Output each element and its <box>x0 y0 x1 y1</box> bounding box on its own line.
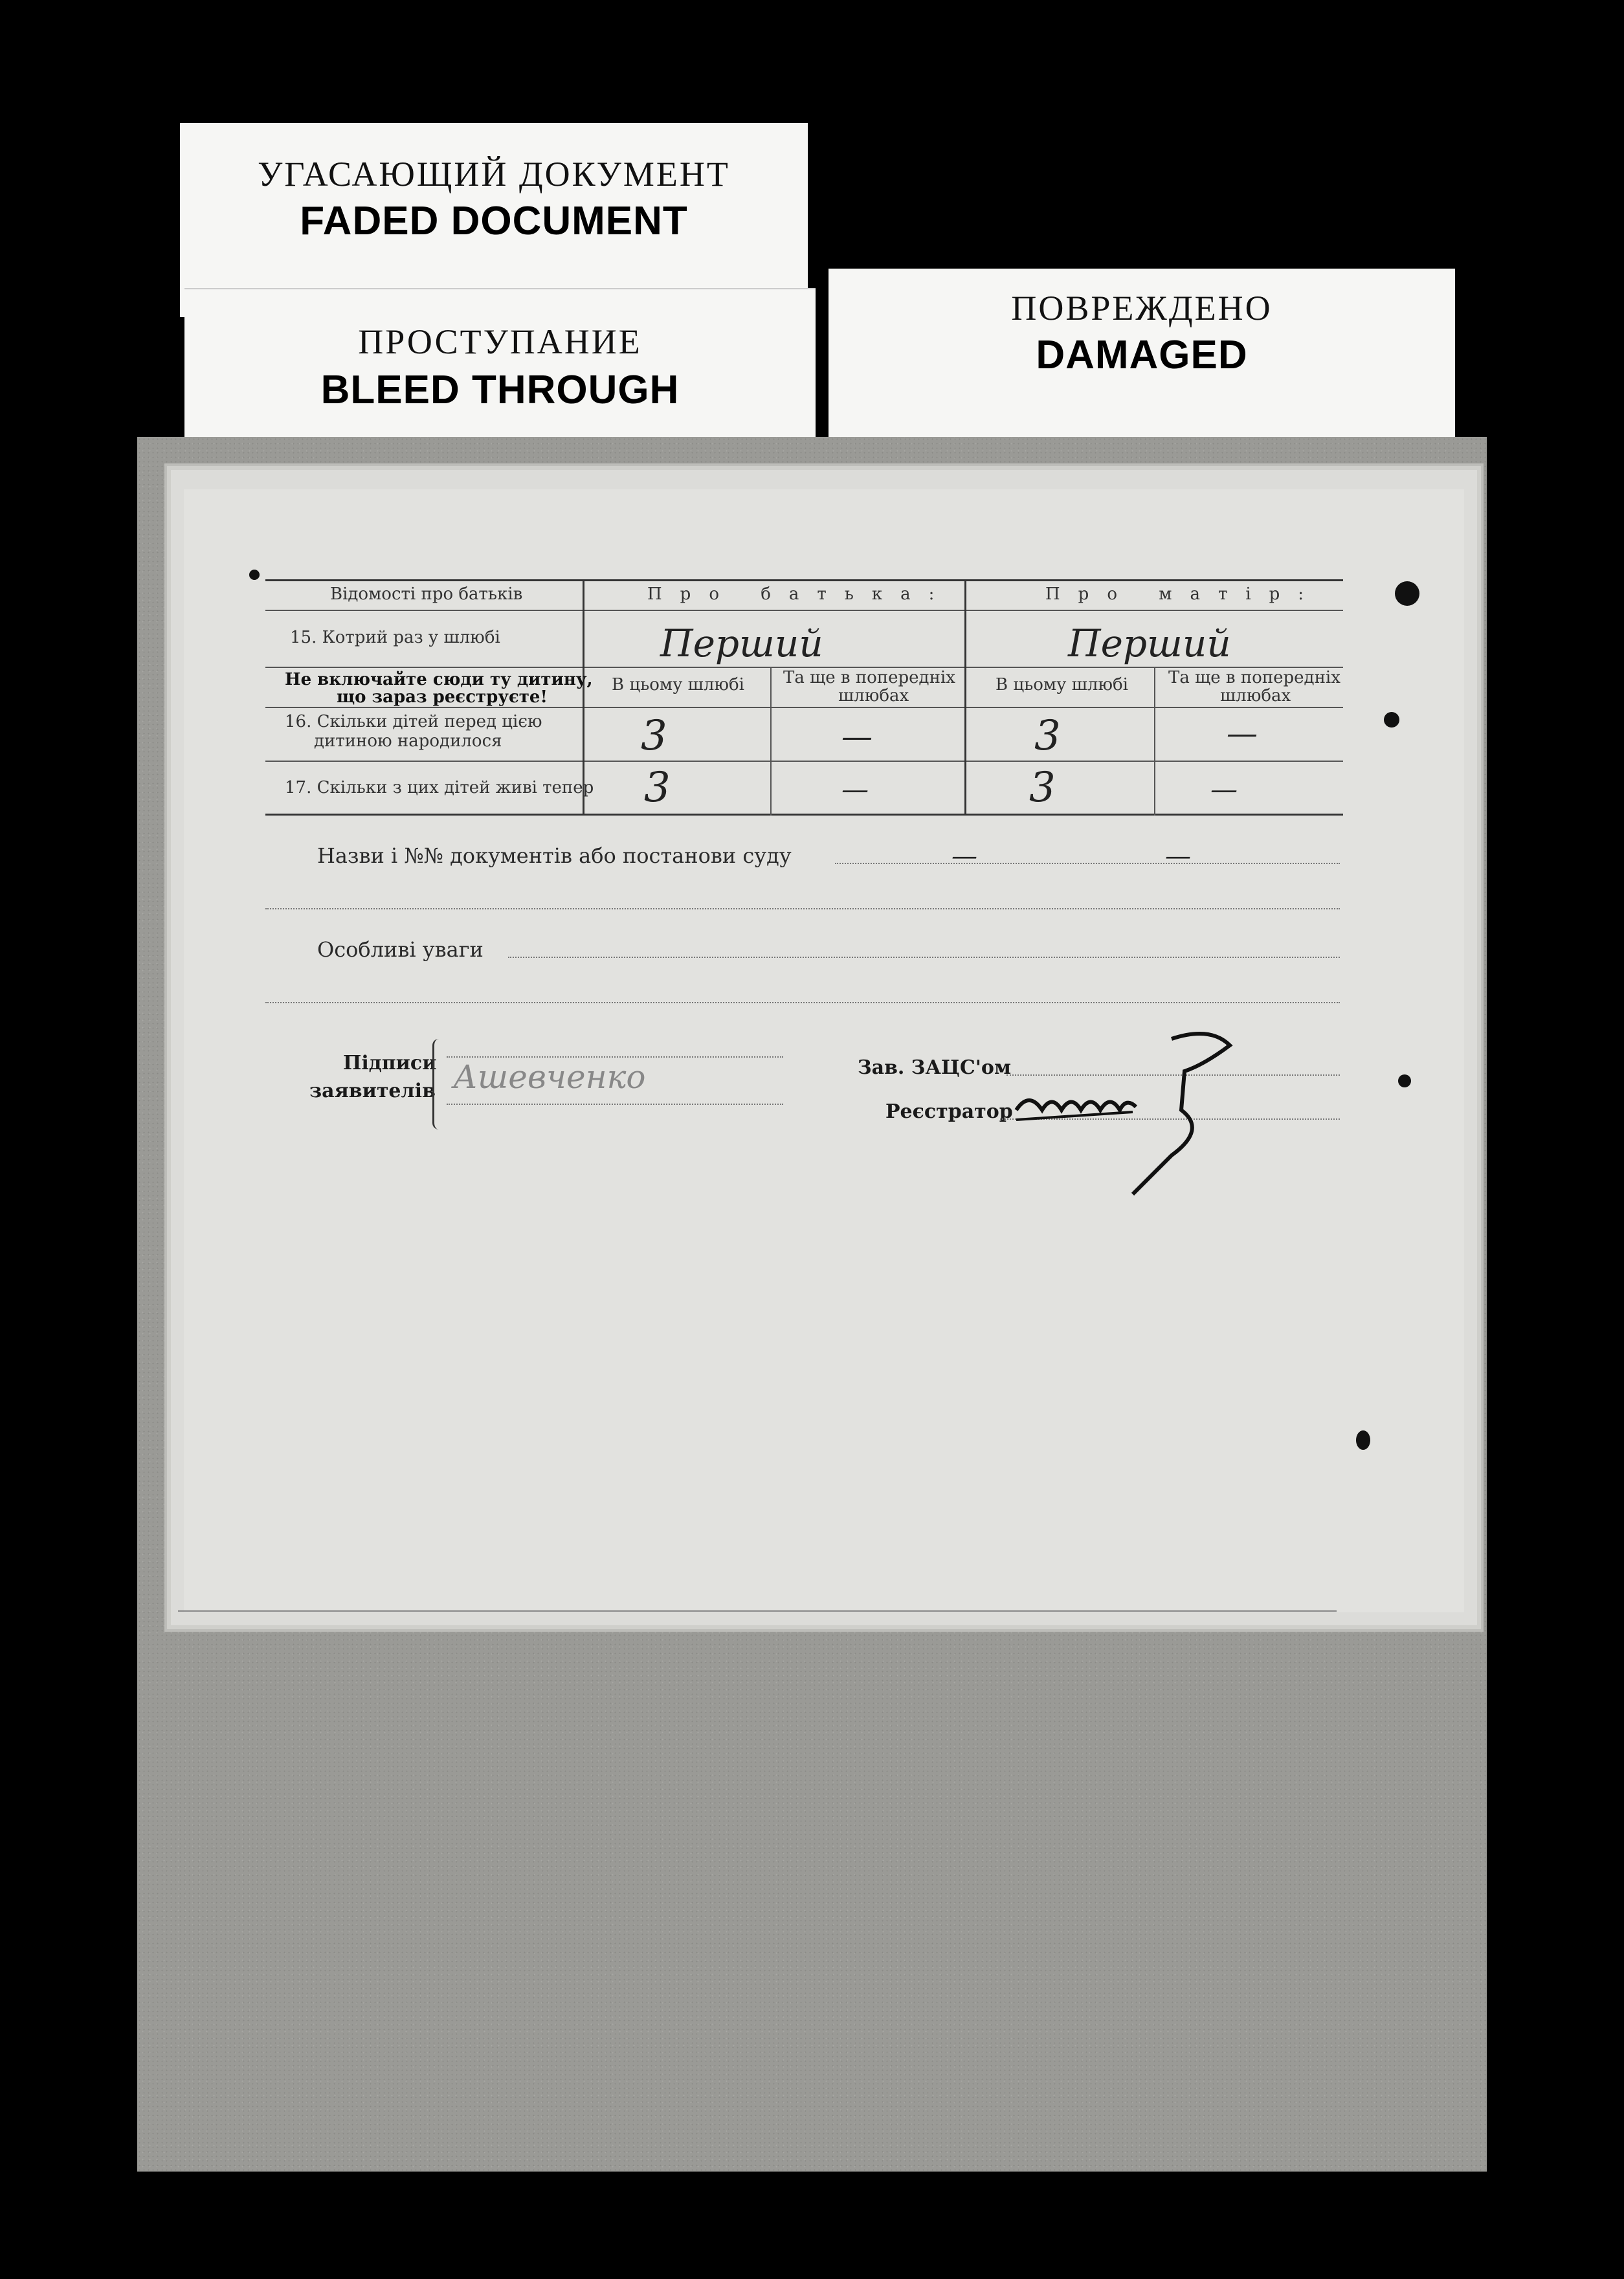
row17-father-previous: — <box>841 773 869 805</box>
sheet-paper <box>184 489 1464 1612</box>
table-rule <box>265 707 1343 708</box>
table-rule <box>265 610 1343 611</box>
documents-dash: — <box>1165 841 1191 871</box>
row15-father-value: Перший <box>660 621 823 665</box>
father-current-header: В цьому шлюбі <box>612 675 744 695</box>
applicants-label-1: Підписи <box>343 1052 437 1074</box>
damaged-label <box>829 269 1455 447</box>
row17-mother-previous: — <box>1210 773 1238 805</box>
row16-father-current: 3 <box>641 712 667 760</box>
row16-label-2: дитиною народилося <box>314 731 502 751</box>
documents-line <box>835 863 1340 864</box>
notes-line <box>508 957 1340 958</box>
damage-mark <box>1384 712 1399 728</box>
table-col-divider <box>1154 667 1155 816</box>
table-bottom-rule <box>265 814 1343 816</box>
faded-label-ru: УГАСАЮЩИЙ ДОКУМЕНТ <box>258 155 730 194</box>
row15-mother-value: Перший <box>1068 621 1231 665</box>
documents-line-2 <box>265 908 1340 909</box>
notes-line-2 <box>265 1002 1340 1003</box>
row17-mother-current: 3 <box>1029 764 1056 812</box>
row16-label-1: 16. Скільки дітей перед цією <box>285 712 542 731</box>
mother-previous-header-2: шлюбах <box>1220 686 1291 706</box>
documents-dash: — <box>951 841 977 871</box>
notes-label: Особливі уваги <box>317 937 484 962</box>
note-line2: що зараз реєструєте! <box>337 687 548 707</box>
row17-label: 17. Скільки з цих дітей живі тепер <box>285 778 594 797</box>
documents-label: Назви і №№ документів або постанови суду <box>317 843 792 868</box>
damaged-label-ru: ПОВРЕЖДЕНО <box>1011 289 1273 328</box>
applicants-label-2: заявителів <box>309 1080 436 1102</box>
punch-hole <box>1395 581 1419 606</box>
row16-mother-current: 3 <box>1034 712 1061 760</box>
mother-previous-header-1: Та ще в попередніх <box>1168 668 1340 687</box>
bleed-through-label <box>184 288 816 448</box>
table-col-divider <box>964 579 966 816</box>
damage-mark <box>1398 1074 1411 1087</box>
applicant-signature: Ашевченко <box>453 1058 646 1096</box>
head-label: Зав. ЗАЦС'ом <box>858 1056 1011 1079</box>
applicant-signature-line <box>447 1056 783 1058</box>
header-info: Відомості про батьків <box>330 584 523 604</box>
mother-current-header: В цьому шлюбі <box>996 675 1128 695</box>
table-col-divider <box>770 667 772 816</box>
damaged-label-en: DAMAGED <box>1036 333 1248 377</box>
father-previous-header-1: Та ще в попередніх <box>783 668 955 687</box>
row16-mother-previous: — <box>1227 715 1258 751</box>
registrar-signature <box>1010 1026 1243 1201</box>
note-line1: Не включайте сюди ту дитину, <box>285 670 593 689</box>
damage-mark <box>1356 1430 1370 1450</box>
table-rule <box>265 761 1343 762</box>
bleed-label-en: BLEED THROUGH <box>320 368 680 412</box>
header-father: Про батька: <box>647 584 953 604</box>
bleed-label-ru: ПРОСТУПАНИЕ <box>358 322 642 361</box>
damage-mark <box>249 570 260 580</box>
row17-father-current: 3 <box>644 764 671 812</box>
row15-label: 15. Котрий раз у шлюбі <box>290 628 500 647</box>
father-previous-header-2: шлюбах <box>838 686 909 706</box>
header-mother: Про матір: <box>1045 584 1322 604</box>
registrar-label: Реєстратор <box>885 1100 1013 1123</box>
row16-father-previous: — <box>841 718 873 755</box>
table-top-rule <box>265 579 1343 581</box>
faded-label-en: FADED DOCUMENT <box>300 199 688 243</box>
applicants-brace <box>432 1039 447 1129</box>
sheet-bottom-rule <box>178 1610 1337 1612</box>
applicant-signature-line-2 <box>447 1104 783 1105</box>
